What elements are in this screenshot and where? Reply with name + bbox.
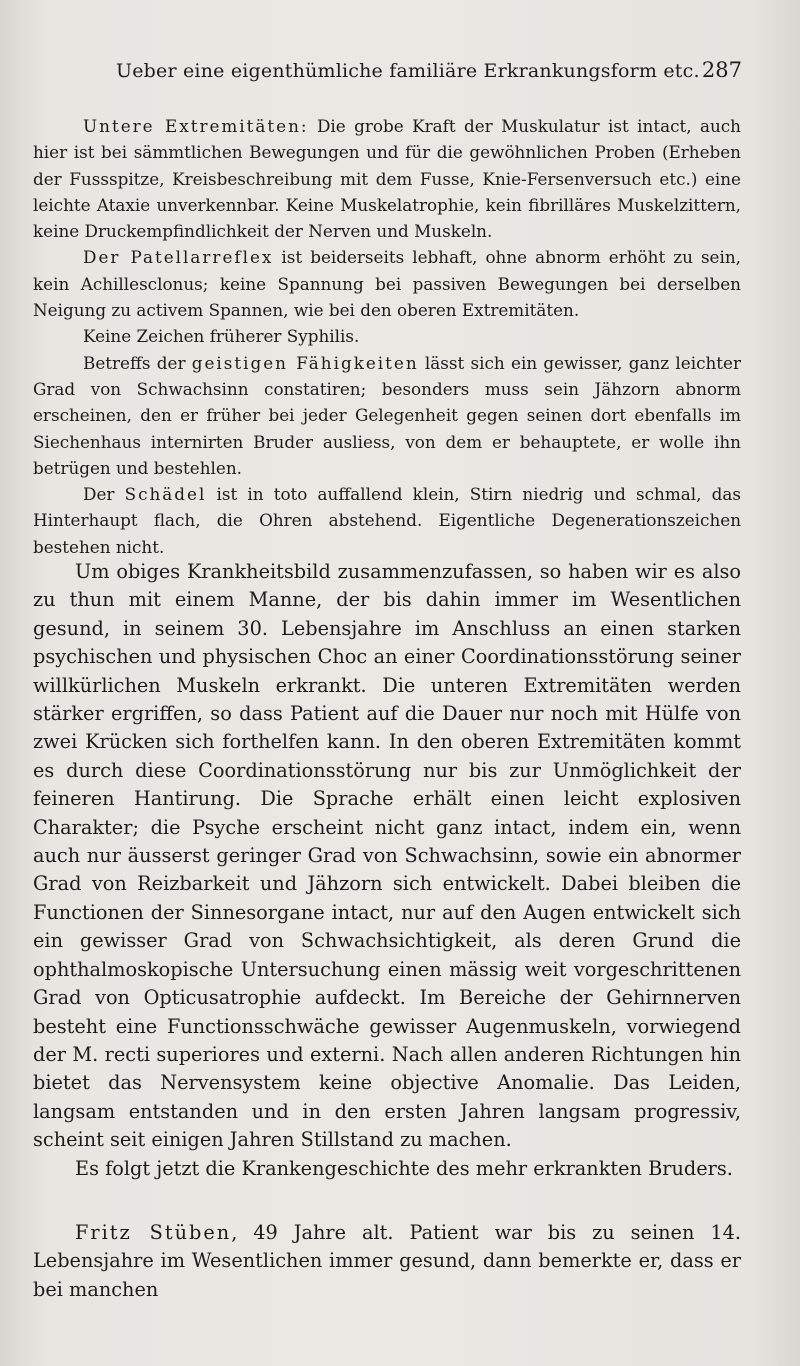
spaced-term: Schädel (124, 484, 207, 505)
clinical-findings-section (33, 113, 741, 560)
summary-section (33, 558, 741, 1183)
paragraph-skull: Der Schädel ist in toto auffallend klein, Stirn niedrig und schmal, das Hinterhaupt flach, die Ohren abstehend. Eigentliche Degenerationszeichen bestehen nicht. (33, 484, 742, 557)
paragraph-fritz-stueben: Fritz Stüben, 49 Jahre alt. Patient war bis zu seinen 14. Lebensjahre im Wesentlichen immer gesund, dann bemerkte er, dass er bei manchen (33, 1221, 742, 1301)
spaced-term: Der Patellarreflex (83, 247, 274, 268)
paragraph-lower-extremities: Untere Extremitäten: Die grobe Kraft der Muskulatur ist intact, auch hier ist bei sämmtlichen Bewegungen und für die gewöhnlichen Proben (Erheben der Fussspitze, Kreisbeschreibung mit dem Fusse, Knie-Fersenversuch etc.) eine leichte Ataxie unverkennbar. Keine Muskelatrophie, kein fibrilläres Muskelzittern, keine Druckempfindlichkeit der Nerven und Muskeln. (33, 116, 741, 242)
case-history-section (33, 1219, 741, 1304)
running-header (32, 58, 742, 88)
paragraph-mental-faculties: Betreffs der geistigen Fähigkeiten lässt sich ein gewisser, ganz leichter Grad von Schwachsinn constatiren; besonders muss sein Jähzorn abnorm erscheinen, den er früher bei jeder Gelegenheit gegen seinen dort ebenfalls im Siechenhaus internirten Bruder ausliess, von dem er behauptete, er wolle ihn betrügen und bestehlen. (33, 352, 741, 478)
running-title: Ueber eine eigenthümliche familiäre Erkrankungsform etc. (116, 60, 700, 82)
paragraph-syphilis: Keine Zeichen früherer Syphilis. (83, 326, 360, 347)
paragraph-summary: Um obiges Krankheitsbild zusammenzufassen, so haben wir es also zu thun mit einem Manne, der bis dahin immer im Wesentlichen gesund, in seinem 30. Lebensjahre im Anschluss an einen starken psychischen und physischen Choc an einer Coordinationsstörung seiner willkürlichen Muskeln erkrankt. Die unteren Extremitäten werden stärker ergriffen, so dass Patient auf die Dauer nur noch mit Hülfe von zwei Krücken sich forthelfen kann. In den oberen Extremitäten kommt es durch diese Coordinationsstörung nur bis zur Unmöglichkeit der feineren Hantirung. Die Sprache erhält einen leicht explosiven Charakter; die Psyche erscheint nicht ganz intact, indem ein, wenn auch nur äusserst geringer Grad von Schwachsinn, sowie ein abnormer Grad von Reizbarkeit und Jähzorn sich entwickelt. Dabei bleiben die Functionen der Sinnesorgane intact, nur auf den Augen entwickelt sich ein gewisser Grad von Schwachsichtigkeit, als deren Grund die ophthalmoskopische Untersuchung einen mässig weit vorgeschrittenen Grad von Opticusatrophie aufdeckt. Im Bereiche der Gehirnnerven besteht eine Functionsschwäche gewisser Augenmuskeln, vorwiegend der M. recti superiores und externi. Nach allen anderen Richtungen hin bietet das Nervensystem keine objective Anomalie. Das Leiden, langsam entstanden und in den ersten Jahren langsam progressiv, scheint seit einigen Jahren Stillstand zu machen. (33, 560, 741, 1152)
spaced-term: Untere Extremitäten: (83, 116, 309, 136)
page-number: 287 (701, 58, 742, 82)
paragraph-transition: Es folgt jetzt die Krankengeschichte des mehr erkrankten Bruders. (75, 1156, 733, 1180)
spaced-term: Fritz Stüben (75, 1221, 232, 1244)
paragraph-patellar-reflex: Der Patellarreflex ist beiderseits lebhaft, ohne abnorm erhöht zu sein, kein Achillesclonus; keine Spannung bei passiven Bewegungen bei derselben Neigung zu activem Spannen, wie bei den oberen Extremitäten. (33, 247, 741, 321)
spaced-term: geistigen Fähigkeiten (191, 352, 419, 373)
